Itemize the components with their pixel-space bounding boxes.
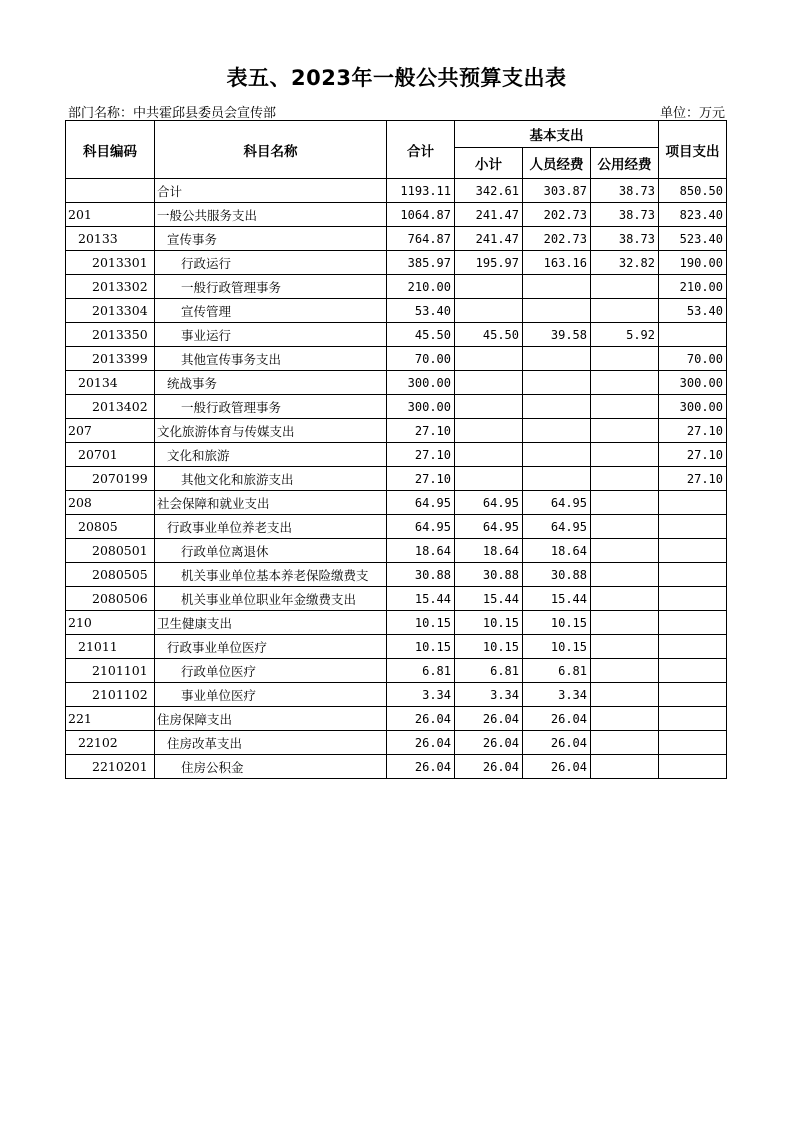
cell-total: 1064.87 [387,203,455,227]
cell-code: 207 [66,419,155,443]
cell-code: 2080505 [66,563,155,587]
cell-code: 2013304 [66,299,155,323]
cell-total: 385.97 [387,251,455,275]
cell-total: 53.40 [387,299,455,323]
cell-code: 22102 [66,731,155,755]
header-basic: 基本支出 [455,121,659,148]
cell-public [591,587,659,611]
cell-total: 64.95 [387,491,455,515]
cell-personnel: 6.81 [523,659,591,683]
table-row [66,587,727,611]
cell-code: 2013402 [66,395,155,419]
cell-name: 合计 [155,179,387,203]
cell-total: 764.87 [387,227,455,251]
cell-name: 文化和旅游 [155,443,387,467]
cell-subtotal [455,299,523,323]
cell-code: 21011 [66,635,155,659]
cell-public: 32.82 [591,251,659,275]
cell-subtotal [455,395,523,419]
cell-personnel: 202.73 [523,203,591,227]
cell-code: 2013301 [66,251,155,275]
table-row [66,179,727,203]
cell-project: 27.10 [659,443,727,467]
cell-public: 38.73 [591,203,659,227]
cell-project [659,659,727,683]
cell-total: 10.15 [387,635,455,659]
cell-name: 其他文化和旅游支出 [155,467,387,491]
cell-personnel [523,371,591,395]
cell-project [659,611,727,635]
cell-project [659,515,727,539]
cell-code: 2080506 [66,587,155,611]
cell-project [659,707,727,731]
cell-personnel [523,467,591,491]
cell-personnel: 39.58 [523,323,591,347]
cell-project [659,323,727,347]
cell-personnel: 64.95 [523,515,591,539]
cell-code: 208 [66,491,155,515]
table-row [66,395,727,419]
header-name: 科目名称 [155,121,387,179]
cell-public [591,395,659,419]
cell-name: 机关事业单位基本养老保险缴费支 [155,563,387,587]
cell-subtotal [455,419,523,443]
cell-public [591,707,659,731]
cell-public [591,755,659,779]
cell-subtotal [455,467,523,491]
cell-subtotal: 10.15 [455,611,523,635]
cell-total: 70.00 [387,347,455,371]
cell-code: 20701 [66,443,155,467]
table-row [66,707,727,731]
cell-total: 27.10 [387,443,455,467]
cell-name: 一般行政管理事务 [155,275,387,299]
cell-total: 210.00 [387,275,455,299]
cell-personnel: 26.04 [523,755,591,779]
cell-subtotal: 30.88 [455,563,523,587]
cell-personnel: 202.73 [523,227,591,251]
cell-name: 其他宣传事务支出 [155,347,387,371]
cell-personnel: 303.87 [523,179,591,203]
cell-total: 1193.11 [387,179,455,203]
cell-public [591,467,659,491]
cell-total: 26.04 [387,755,455,779]
cell-personnel: 64.95 [523,491,591,515]
cell-name: 宣传管理 [155,299,387,323]
cell-subtotal: 26.04 [455,731,523,755]
department-label: 部门名称：中共霍邱县委员会宣传部 [68,106,277,121]
cell-subtotal [455,275,523,299]
cell-subtotal: 64.95 [455,491,523,515]
cell-public [591,515,659,539]
cell-project [659,731,727,755]
cell-subtotal: 10.15 [455,635,523,659]
cell-public [591,635,659,659]
cell-subtotal: 241.47 [455,227,523,251]
cell-public [591,659,659,683]
table-row [66,539,727,563]
header-personnel: 人员经费 [523,148,591,179]
cell-total: 3.34 [387,683,455,707]
cell-personnel: 10.15 [523,635,591,659]
cell-code: 2070199 [66,467,155,491]
cell-subtotal: 342.61 [455,179,523,203]
table-row [66,659,727,683]
cell-project: 190.00 [659,251,727,275]
table-row [66,275,727,299]
header-public: 公用经费 [591,148,659,179]
table-row [66,563,727,587]
table-body [66,179,727,779]
cell-public [591,371,659,395]
cell-name: 事业单位医疗 [155,683,387,707]
cell-name: 住房改革支出 [155,731,387,755]
table-row [66,203,727,227]
cell-project: 210.00 [659,275,727,299]
cell-name: 统战事务 [155,371,387,395]
page-title: 表五、2023年一般公共预算支出表 [226,66,567,90]
cell-name: 一般行政管理事务 [155,395,387,419]
cell-total: 27.10 [387,467,455,491]
cell-total: 18.64 [387,539,455,563]
cell-subtotal: 18.64 [455,539,523,563]
cell-project: 850.50 [659,179,727,203]
cell-personnel: 26.04 [523,731,591,755]
cell-name: 文化旅游体育与传媒支出 [155,419,387,443]
cell-total: 300.00 [387,395,455,419]
cell-project [659,587,727,611]
cell-subtotal: 26.04 [455,707,523,731]
table-row [66,731,727,755]
cell-public [591,275,659,299]
cell-subtotal: 26.04 [455,755,523,779]
cell-subtotal: 195.97 [455,251,523,275]
header-code: 科目编码 [66,121,155,179]
cell-personnel [523,443,591,467]
cell-total: 30.88 [387,563,455,587]
cell-subtotal: 3.34 [455,683,523,707]
table-row [66,323,727,347]
cell-public [591,491,659,515]
cell-personnel: 26.04 [523,707,591,731]
cell-project: 53.40 [659,299,727,323]
cell-total: 10.15 [387,611,455,635]
cell-personnel: 163.16 [523,251,591,275]
cell-total: 6.81 [387,659,455,683]
table-row [66,515,727,539]
table-row [66,299,727,323]
cell-personnel [523,395,591,419]
cell-code: 221 [66,707,155,731]
cell-code: 20134 [66,371,155,395]
cell-project [659,683,727,707]
cell-public: 38.73 [591,179,659,203]
cell-project: 70.00 [659,347,727,371]
header-project: 项目支出 [659,121,727,179]
cell-name: 住房保障支出 [155,707,387,731]
cell-name: 行政单位离退休 [155,539,387,563]
cell-name: 事业运行 [155,323,387,347]
table-row [66,371,727,395]
budget-table [65,120,727,779]
cell-project [659,755,727,779]
table-row [66,419,727,443]
cell-name: 住房公积金 [155,755,387,779]
cell-code: 2101101 [66,659,155,683]
cell-personnel: 3.34 [523,683,591,707]
cell-project: 300.00 [659,371,727,395]
cell-name: 行政单位医疗 [155,659,387,683]
cell-total: 27.10 [387,419,455,443]
cell-code: 20133 [66,227,155,251]
cell-name: 宣传事务 [155,227,387,251]
cell-subtotal [455,443,523,467]
cell-name: 一般公共服务支出 [155,203,387,227]
cell-code: 2013399 [66,347,155,371]
cell-total: 26.04 [387,707,455,731]
cell-subtotal: 64.95 [455,515,523,539]
cell-name: 行政运行 [155,251,387,275]
table-row [66,443,727,467]
table-row [66,611,727,635]
cell-public [591,731,659,755]
cell-subtotal: 241.47 [455,203,523,227]
cell-personnel [523,299,591,323]
cell-project: 300.00 [659,395,727,419]
cell-code: 2101102 [66,683,155,707]
cell-project [659,563,727,587]
table-row [66,227,727,251]
cell-project [659,635,727,659]
cell-public [591,683,659,707]
cell-subtotal: 45.50 [455,323,523,347]
cell-name: 卫生健康支出 [155,611,387,635]
cell-total: 26.04 [387,731,455,755]
cell-project: 27.10 [659,467,727,491]
cell-total: 15.44 [387,587,455,611]
cell-public [591,299,659,323]
table-row [66,467,727,491]
cell-public [591,443,659,467]
table-row [66,347,727,371]
cell-code: 20805 [66,515,155,539]
cell-name: 机关事业单位职业年金缴费支出 [155,587,387,611]
cell-public [591,419,659,443]
cell-code [66,179,155,203]
cell-total: 300.00 [387,371,455,395]
cell-code: 2013350 [66,323,155,347]
cell-subtotal: 15.44 [455,587,523,611]
cell-personnel: 30.88 [523,563,591,587]
cell-subtotal [455,371,523,395]
header-total: 合计 [387,121,455,179]
table-row [66,251,727,275]
cell-code: 210 [66,611,155,635]
cell-project: 523.40 [659,227,727,251]
cell-personnel [523,275,591,299]
cell-code: 2080501 [66,539,155,563]
cell-public: 5.92 [591,323,659,347]
cell-public [591,347,659,371]
cell-personnel [523,347,591,371]
table-row [66,755,727,779]
cell-code: 2013302 [66,275,155,299]
cell-personnel: 10.15 [523,611,591,635]
cell-name: 行政事业单位医疗 [155,635,387,659]
cell-subtotal [455,347,523,371]
table-row [66,635,727,659]
cell-subtotal: 6.81 [455,659,523,683]
table-row [66,683,727,707]
cell-project [659,539,727,563]
cell-project: 27.10 [659,419,727,443]
cell-project: 823.40 [659,203,727,227]
cell-public [591,611,659,635]
cell-total: 64.95 [387,515,455,539]
header-subtotal: 小计 [455,148,523,179]
cell-public [591,539,659,563]
cell-personnel: 18.64 [523,539,591,563]
cell-name: 行政事业单位养老支出 [155,515,387,539]
cell-public [591,563,659,587]
cell-name: 社会保障和就业支出 [155,491,387,515]
cell-personnel: 15.44 [523,587,591,611]
cell-project [659,491,727,515]
cell-code: 201 [66,203,155,227]
cell-personnel [523,419,591,443]
table-header [66,121,727,179]
unit-label: 单位：万元 [659,106,725,121]
cell-total: 45.50 [387,323,455,347]
table-row [66,491,727,515]
cell-public: 38.73 [591,227,659,251]
cell-code: 2210201 [66,755,155,779]
